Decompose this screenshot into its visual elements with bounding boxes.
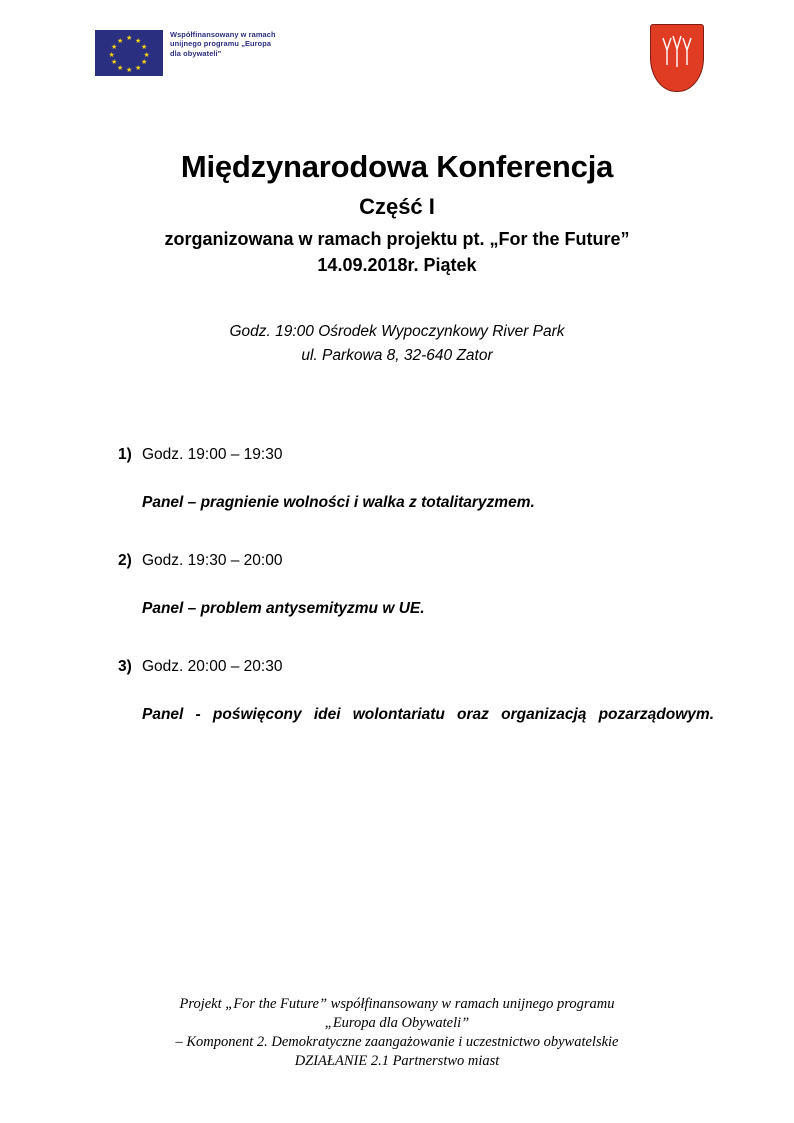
agenda-item — [118, 656, 714, 766]
agenda-item — [118, 550, 714, 626]
agenda-item-panel: Panel - poświęcony idei wolontariatu oraz organizacją pozarządowym. — [142, 706, 714, 723]
eu-cofinancing-logo — [95, 30, 278, 76]
document-date-line: 14.09.2018r. Piątek — [317, 255, 477, 275]
agenda-list — [118, 444, 714, 796]
agenda-item-number: 3) — [118, 658, 132, 675]
venue-line-2: ul. Parkowa 8, 32-640 Zator — [301, 347, 493, 364]
venue-block — [0, 320, 794, 368]
eu-flag-icon: ★ ★ ★ ★ ★ ★ ★ ★ ★ ★ ★ ★ — [95, 30, 163, 76]
page-title: Międzynarodowa Konferencja — [180, 149, 614, 184]
agenda-item-time: Godz. 20:00 – 20:30 — [142, 658, 283, 675]
agenda-item-time: Godz. 19:30 – 20:00 — [142, 552, 283, 569]
title-block — [0, 148, 794, 278]
agenda-item-number: 1) — [118, 446, 132, 463]
agenda-item-number: 2) — [118, 552, 132, 569]
coat-of-arms-icon — [650, 24, 702, 90]
agenda-item-panel: Panel – pragnienie wolności i walka z totalitaryzmem. — [142, 494, 535, 511]
agenda-item — [118, 444, 714, 520]
footer-line-2: „Europa dla Obywateli” — [324, 1015, 470, 1031]
footer-line-1: Projekt „For the Future” współfinansowany w ramach unijnego programu — [179, 996, 615, 1012]
footer-line-3: – Komponent 2. Demokratyczne zaangażowanie i uczestnictwo obywatelskie — [175, 1034, 619, 1050]
agenda-item-panel: Panel – problem antysemityzmu w UE. — [142, 600, 425, 617]
venue-line-1: Godz. 19:00 Ośrodek Wypoczynkowy River Park — [229, 323, 565, 340]
document-part: Część I — [359, 194, 435, 219]
document-footer — [0, 995, 794, 1071]
document-project-line: zorganizowana w ramach projektu pt. „For the Future” — [164, 229, 630, 249]
document-header — [0, 24, 794, 114]
eu-cofinancing-text: Współfinansowany w ramach unijnego programu „Europa dla obywateli" — [170, 30, 276, 58]
footer-line-4: DZIAŁANIE 2.1 Partnerstwo miast — [294, 1053, 500, 1069]
agenda-item-time: Godz. 19:00 – 19:30 — [142, 446, 283, 463]
